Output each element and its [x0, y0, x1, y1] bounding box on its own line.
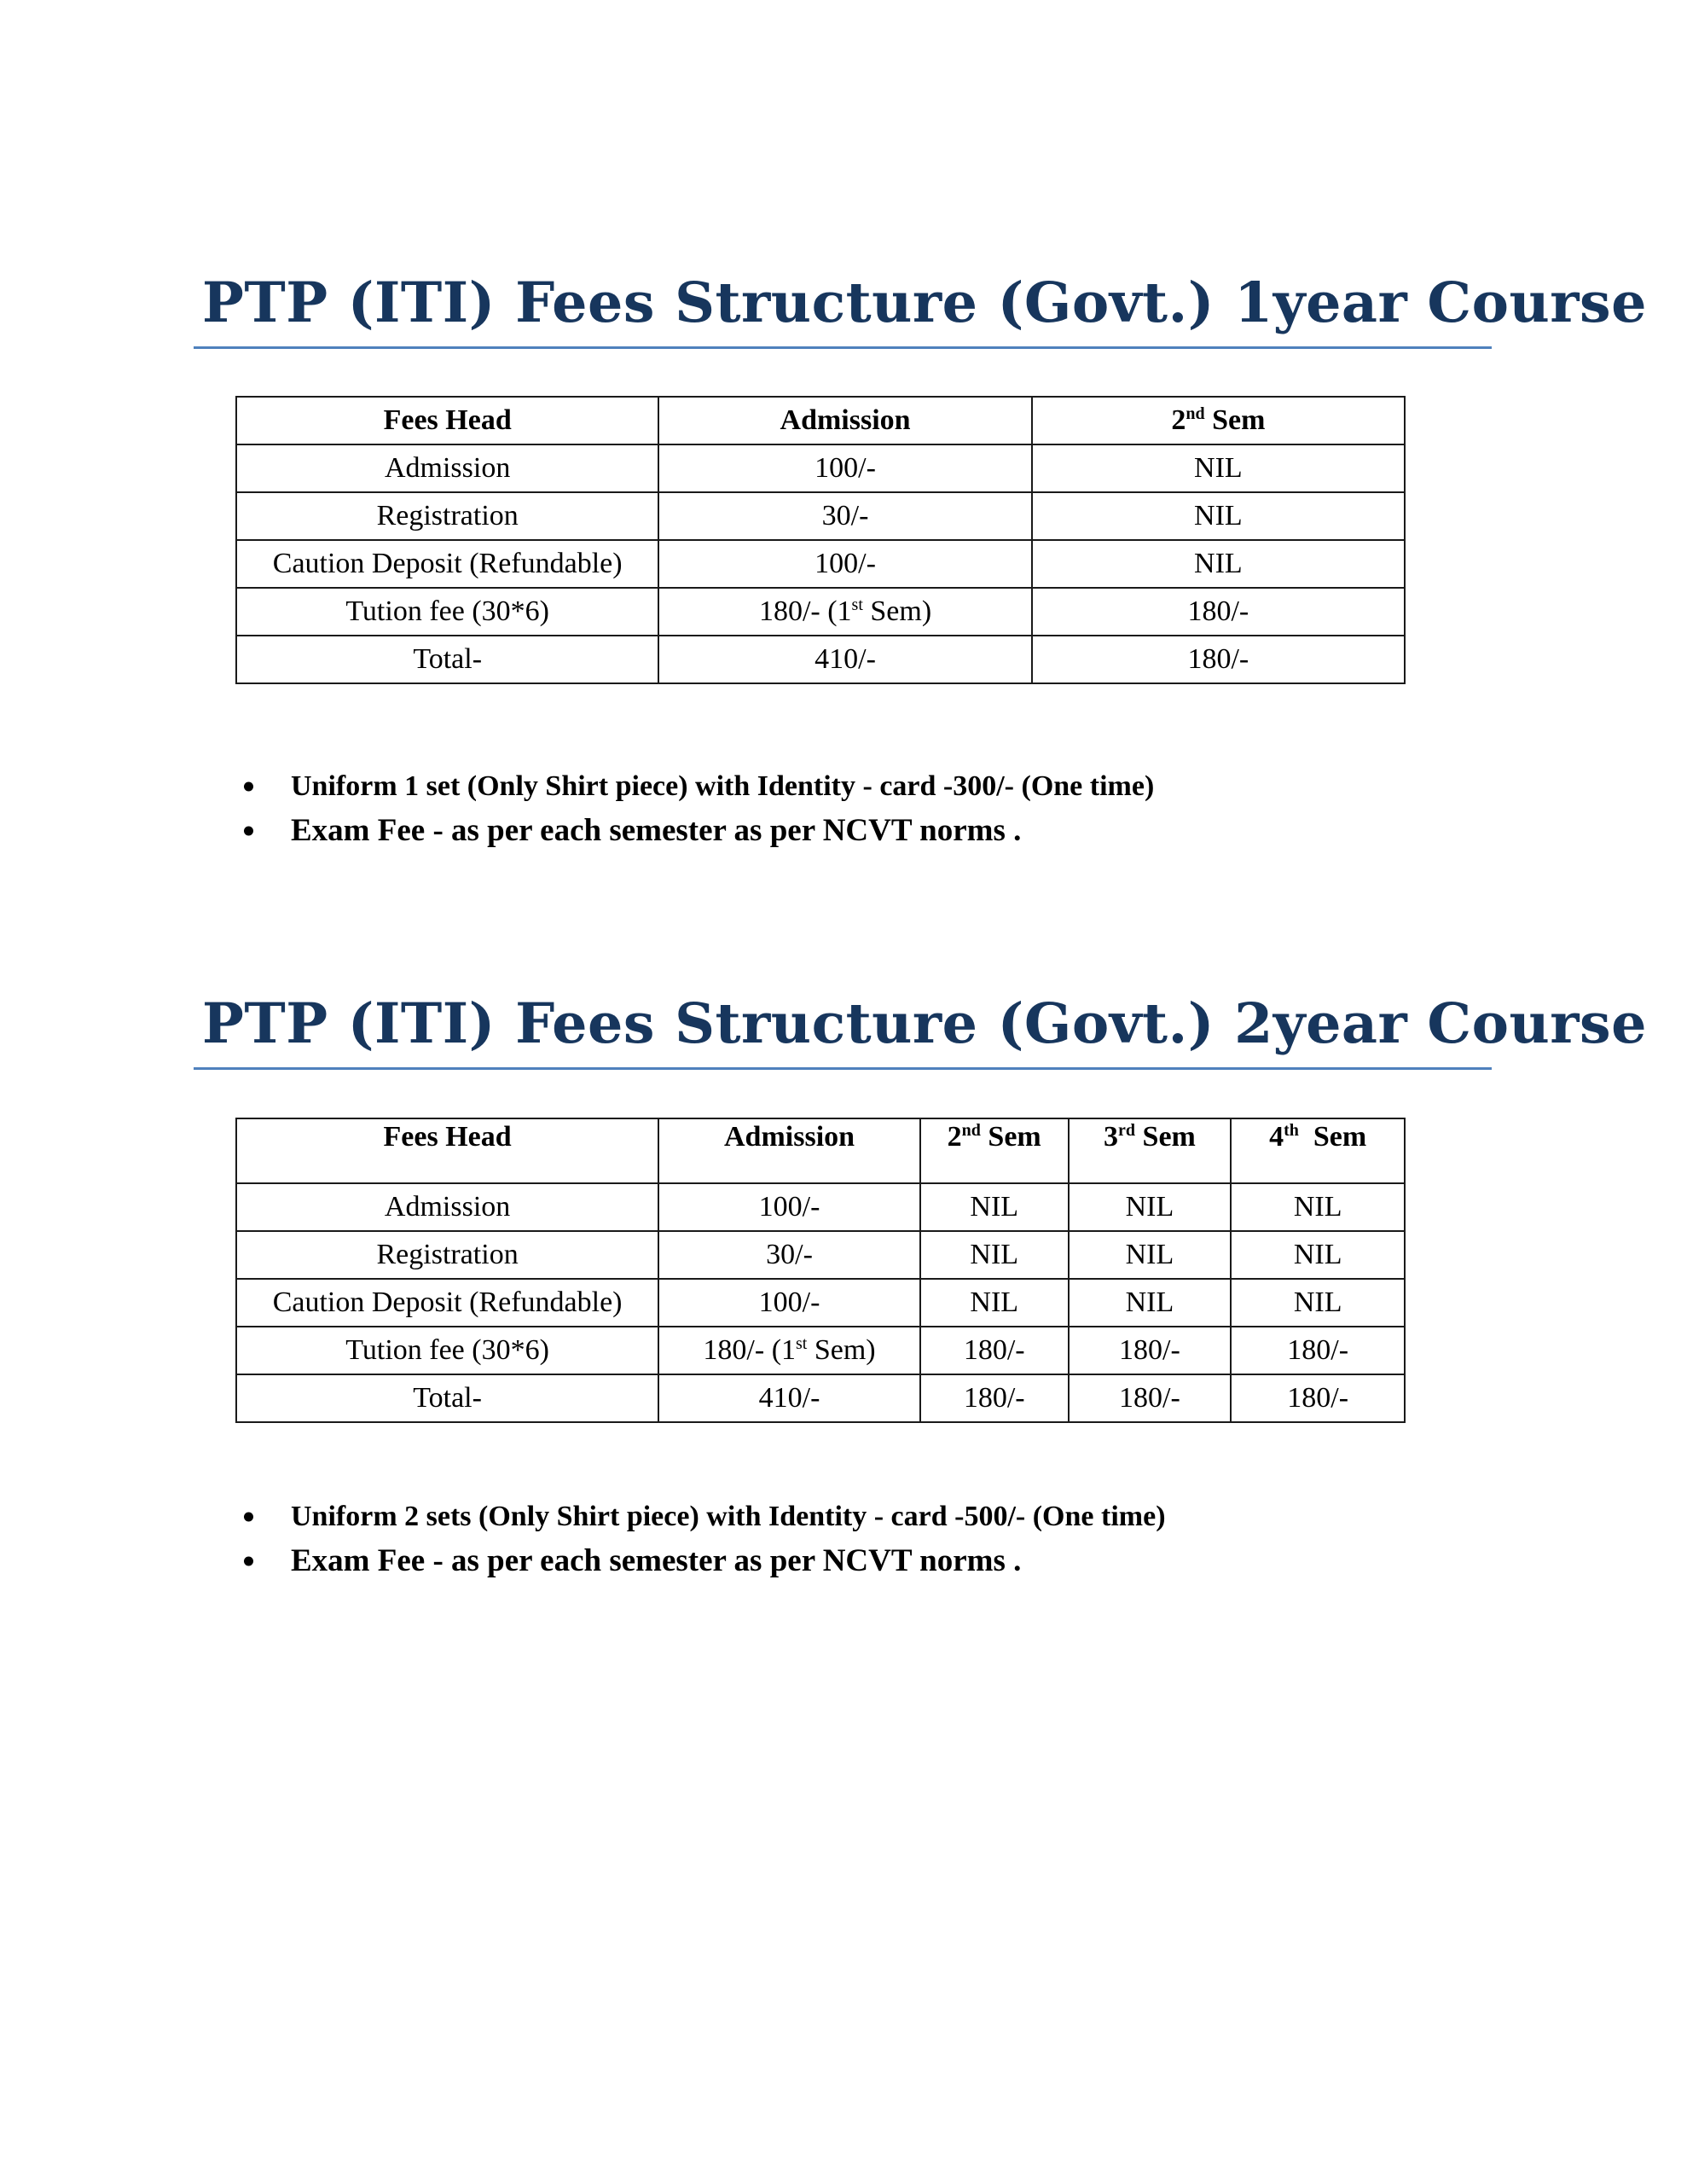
cell-head: Admission — [236, 1183, 658, 1231]
table-row-total — [236, 1374, 1405, 1422]
cell-sem3: NIL — [1069, 1231, 1232, 1279]
header-fees-head: Fees Head — [236, 397, 658, 444]
cell-head: Tution fee (30*6) — [236, 1327, 658, 1374]
cell-admission: 100/- — [658, 1279, 920, 1327]
cell-sem2: NIL — [1032, 444, 1405, 492]
cell-sem2: 180/- — [1032, 588, 1405, 636]
title-underline — [194, 1067, 1492, 1070]
table-row — [236, 540, 1405, 588]
fees-table-1year — [235, 396, 1406, 684]
list-item: Uniform 1 set (Only Shirt piece) with Identity - card -300/- (One time) — [235, 764, 1154, 809]
table-row — [236, 492, 1405, 540]
cell-admission: 100/- — [658, 540, 1031, 588]
header-fees-head: Fees Head — [236, 1118, 658, 1183]
cell-sem2: 180/- — [1032, 636, 1405, 683]
cell-sem2: NIL — [1032, 540, 1405, 588]
cell-head: Tution fee (30*6) — [236, 588, 658, 636]
cell-admission: 410/- — [658, 1374, 920, 1422]
cell-head: Registration — [236, 1231, 658, 1279]
notes-list-1year — [235, 764, 1154, 853]
header-sem2: 2nd Sem — [920, 1118, 1069, 1183]
table-header-row — [236, 1118, 1405, 1183]
cell-admission: 180/- (1st Sem) — [658, 1327, 920, 1374]
cell-admission: 410/- — [658, 636, 1031, 683]
cell-sem3: 180/- — [1069, 1327, 1232, 1374]
header-admission: Admission — [658, 397, 1031, 444]
cell-sem4: NIL — [1231, 1279, 1405, 1327]
cell-head: Total- — [236, 1374, 658, 1422]
table-row — [236, 1231, 1405, 1279]
page-title: PTP (ITI) Fees Structure (Govt.) 1year Course — [202, 270, 1647, 335]
cell-sem2: NIL — [920, 1231, 1069, 1279]
section-1year — [194, 264, 1647, 349]
table-row — [236, 1327, 1405, 1374]
cell-admission: 100/- — [658, 1183, 920, 1231]
table-row — [236, 444, 1405, 492]
list-item: Exam Fee - as per each semester as per NCVT norms . — [235, 1539, 1166, 1583]
header-sem3: 3rd Sem — [1069, 1118, 1232, 1183]
page-title: PTP (ITI) Fees Structure (Govt.) 2year Course — [202, 991, 1647, 1056]
cell-sem2: 180/- — [920, 1374, 1069, 1422]
cell-sem3: NIL — [1069, 1279, 1232, 1327]
cell-sem2: NIL — [1032, 492, 1405, 540]
cell-admission: 30/- — [658, 1231, 920, 1279]
cell-sem2: NIL — [920, 1183, 1069, 1231]
table-row — [236, 588, 1405, 636]
cell-head: Registration — [236, 492, 658, 540]
cell-admission: 30/- — [658, 492, 1031, 540]
cell-sem4: NIL — [1231, 1183, 1405, 1231]
cell-sem4: NIL — [1231, 1231, 1405, 1279]
cell-head: Caution Deposit (Refundable) — [236, 540, 658, 588]
header-admission: Admission — [658, 1118, 920, 1183]
cell-sem4: 180/- — [1231, 1374, 1405, 1422]
cell-sem3: NIL — [1069, 1183, 1232, 1231]
table-row-total — [236, 636, 1405, 683]
fees-table-2year — [235, 1118, 1406, 1423]
cell-head: Caution Deposit (Refundable) — [236, 1279, 658, 1327]
cell-sem2: 180/- — [920, 1327, 1069, 1374]
table-row — [236, 1183, 1405, 1231]
table-header-row — [236, 397, 1405, 444]
cell-sem4: 180/- — [1231, 1327, 1405, 1374]
cell-sem3: 180/- — [1069, 1374, 1232, 1422]
list-item: Uniform 2 sets (Only Shirt piece) with Identity - card -500/- (One time) — [235, 1495, 1166, 1539]
list-item: Exam Fee - as per each semester as per NCVT norms . — [235, 809, 1154, 853]
cell-admission: 100/- — [658, 444, 1031, 492]
cell-sem2: NIL — [920, 1279, 1069, 1327]
notes-list-2year — [235, 1495, 1166, 1583]
table-row — [236, 1279, 1405, 1327]
section-2year — [194, 985, 1647, 1070]
header-sem2: 2nd Sem — [1032, 397, 1405, 444]
cell-head: Total- — [236, 636, 658, 683]
title-underline — [194, 346, 1492, 349]
header-sem4: 4th Sem — [1231, 1118, 1405, 1183]
cell-head: Admission — [236, 444, 658, 492]
cell-admission: 180/- (1st Sem) — [658, 588, 1031, 636]
